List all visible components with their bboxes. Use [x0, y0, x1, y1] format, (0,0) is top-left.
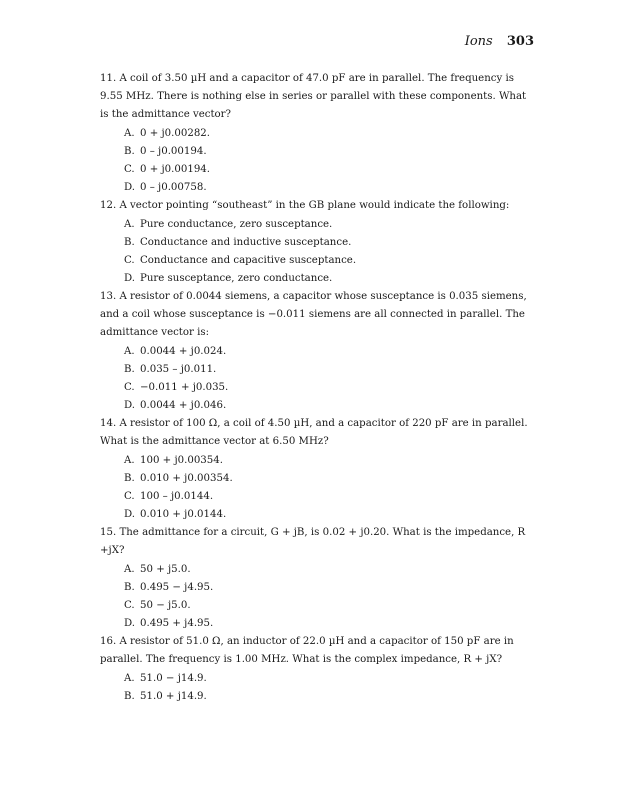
question-text: 16. A resistor of 51.0 Ω, an inductor of 22.0 µH and a capacitor of 150 pF are in parallel. The frequency is 1.00 MHz. What is the complex impedance, R + jX?: [100, 636, 514, 665]
option: [124, 397, 532, 415]
options-list: [124, 452, 532, 524]
option: [124, 579, 532, 597]
option-letter: A.: [124, 673, 135, 684]
option-text: 0.0044 + j0.024.: [140, 346, 227, 357]
option-letter: B.: [124, 237, 135, 248]
option: [124, 452, 532, 470]
option: [124, 125, 532, 143]
question-block: [100, 633, 532, 706]
question-text: 14. A resistor of 100 Ω, a coil of 4.50 µH, and a capacitor of 220 pF are in parallel. What is the admittance vector at 6.50 MHz?: [100, 418, 528, 447]
option-text: 0 – j0.00758.: [140, 182, 207, 193]
section-title: Ions: [464, 34, 493, 49]
option-text: 51.0 − j14.9.: [140, 673, 207, 684]
question-text: 12. A vector pointing “southeast” in the GB plane would indicate the following:: [100, 200, 510, 211]
running-header: [0, 34, 534, 49]
option: [124, 361, 532, 379]
option-text: 0.0044 + j0.046.: [140, 400, 227, 411]
option-letter: B.: [124, 691, 135, 702]
option-text: Pure susceptance, zero conductance.: [140, 273, 333, 284]
options-list: [124, 670, 532, 706]
question-block: [100, 524, 532, 633]
option-letter: C.: [124, 255, 135, 266]
option-letter: D.: [124, 618, 136, 629]
options-list: [124, 125, 532, 197]
option-text: Conductance and inductive susceptance.: [140, 237, 352, 248]
option-letter: A.: [124, 346, 135, 357]
option: [124, 270, 532, 288]
page-number: 303: [506, 34, 534, 49]
option: [124, 688, 532, 706]
option-text: 50 − j5.0.: [140, 600, 191, 611]
option: [124, 597, 532, 615]
option: [124, 488, 532, 506]
option-letter: D.: [124, 273, 136, 284]
question-block: [100, 288, 532, 415]
option: [124, 161, 532, 179]
option: [124, 561, 532, 579]
option-letter: A.: [124, 219, 135, 230]
option-text: 50 + j5.0.: [140, 564, 191, 575]
option-letter: B.: [124, 364, 135, 375]
option: [124, 343, 532, 361]
option-text: 0.010 + j0.0144.: [140, 509, 227, 520]
option-text: −0.011 + j0.035.: [140, 382, 229, 393]
options-list: [124, 343, 532, 415]
question-text: 15. The admittance for a circuit, G + jB, is 0.02 + j0.20. What is the impedance, R +jX?: [100, 527, 526, 556]
question-text: 13. A resistor of 0.0044 siemens, a capacitor whose susceptance is 0.035 siemens, and a coil whose susceptance is −0.011 siemens are all connected in parallel. The admittance vector is:: [100, 291, 527, 338]
option-letter: A.: [124, 128, 135, 139]
option: [124, 143, 532, 161]
options-list: [124, 561, 532, 633]
option-letter: C.: [124, 491, 135, 502]
option-letter: C.: [124, 164, 135, 175]
option: [124, 615, 532, 633]
option-letter: D.: [124, 400, 136, 411]
option: [124, 670, 532, 688]
question-block: [100, 197, 532, 288]
option-text: 0.495 + j4.95.: [140, 618, 214, 629]
option: [124, 379, 532, 397]
option-letter: C.: [124, 382, 135, 393]
question-block: [100, 415, 532, 524]
question-block: [100, 70, 532, 197]
option-text: 0 – j0.00194.: [140, 146, 207, 157]
option: [124, 470, 532, 488]
option-letter: B.: [124, 146, 135, 157]
option-letter: C.: [124, 600, 135, 611]
question-list: [100, 70, 532, 706]
option-letter: A.: [124, 564, 135, 575]
question-text: 11. A coil of 3.50 µH and a capacitor of 47.0 pF are in parallel. The frequency is 9.55 MHz. There is nothing else in series or parallel with these components. What is the admittance vector?: [100, 73, 527, 120]
option-letter: B.: [124, 582, 135, 593]
option-text: 100 – j0.0144.: [140, 491, 214, 502]
option-letter: D.: [124, 182, 136, 193]
option-text: 0.010 + j0.00354.: [140, 473, 233, 484]
option: [124, 506, 532, 524]
option-text: 0.495 − j4.95.: [140, 582, 214, 593]
option-letter: D.: [124, 509, 136, 520]
option-text: Conductance and capacitive susceptance.: [140, 255, 357, 266]
option-text: 51.0 + j14.9.: [140, 691, 207, 702]
option-letter: A.: [124, 455, 135, 466]
option: [124, 216, 532, 234]
option: [124, 179, 532, 197]
options-list: [124, 216, 532, 288]
option: [124, 234, 532, 252]
option: [124, 252, 532, 270]
option-text: 0 + j0.00282.: [140, 128, 211, 139]
option-text: 0.035 – j0.011.: [140, 364, 217, 375]
option-text: 0 + j0.00194.: [140, 164, 211, 175]
option-text: 100 + j0.00354.: [140, 455, 223, 466]
option-letter: B.: [124, 473, 135, 484]
option-text: Pure conductance, zero susceptance.: [140, 219, 333, 230]
